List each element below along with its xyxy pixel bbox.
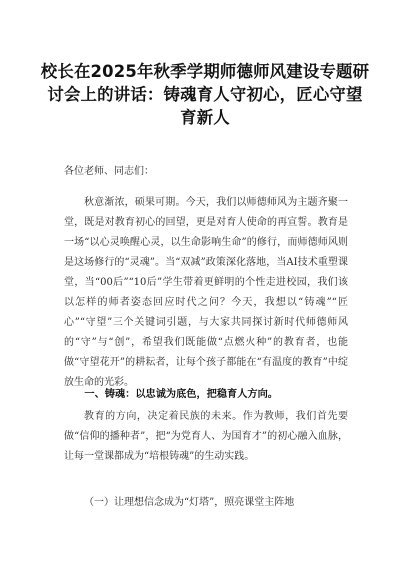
greeting: 各位老师、同志们： [64,166,154,177]
document-title: 校长在2025年秋季学期师德师风建设专题研讨会上的讲话：铸魂育人守初心，匠心守望育新人 [40,62,370,127]
paragraph-section-1: 教育的方向，决定着民族的未来。作为教师，我们首先要做“信仰的播种者”，把“为党育人、为国育才”的初心融入血脉，让每一堂课都成为“培根铸魂”的生动实践。 [64,411,348,462]
section-heading-1: 一、铸魂：以忠诚为底色，把稳育人方向。 [84,389,278,400]
subsection-heading-1: （一）让理想信念成为“灯塔”，照亮课堂主阵地 [84,497,295,508]
paragraph-intro: 秋意渐浓，硕果可期。今天，我们以师德师风为主题齐聚一堂，既是对教育初心的回望，更是对育人使命的再宣誓。教育是一场“以心灵唤醒心灵，以生命影响生命”的修行，而师德师风则是这场修行的“灵魂”。当“双减”政策深化落地，当AI技术重塑课堂，当“00后”“10后”学生带着更鲜明的个性走进校园，我们该以怎样的师者姿态回应时代之问？今天，我想以“铸魂”“匠心”“守望”三个关键词引题，与大家共同探讨新时代师德师风的“守”与“创”，希望我们既能做“点燃火种”的教育者，也能做“守望花开”的耕耘者，让每个孩子都能在“有温度的教育”中绽放生命的光彩。 [64,197,348,388]
